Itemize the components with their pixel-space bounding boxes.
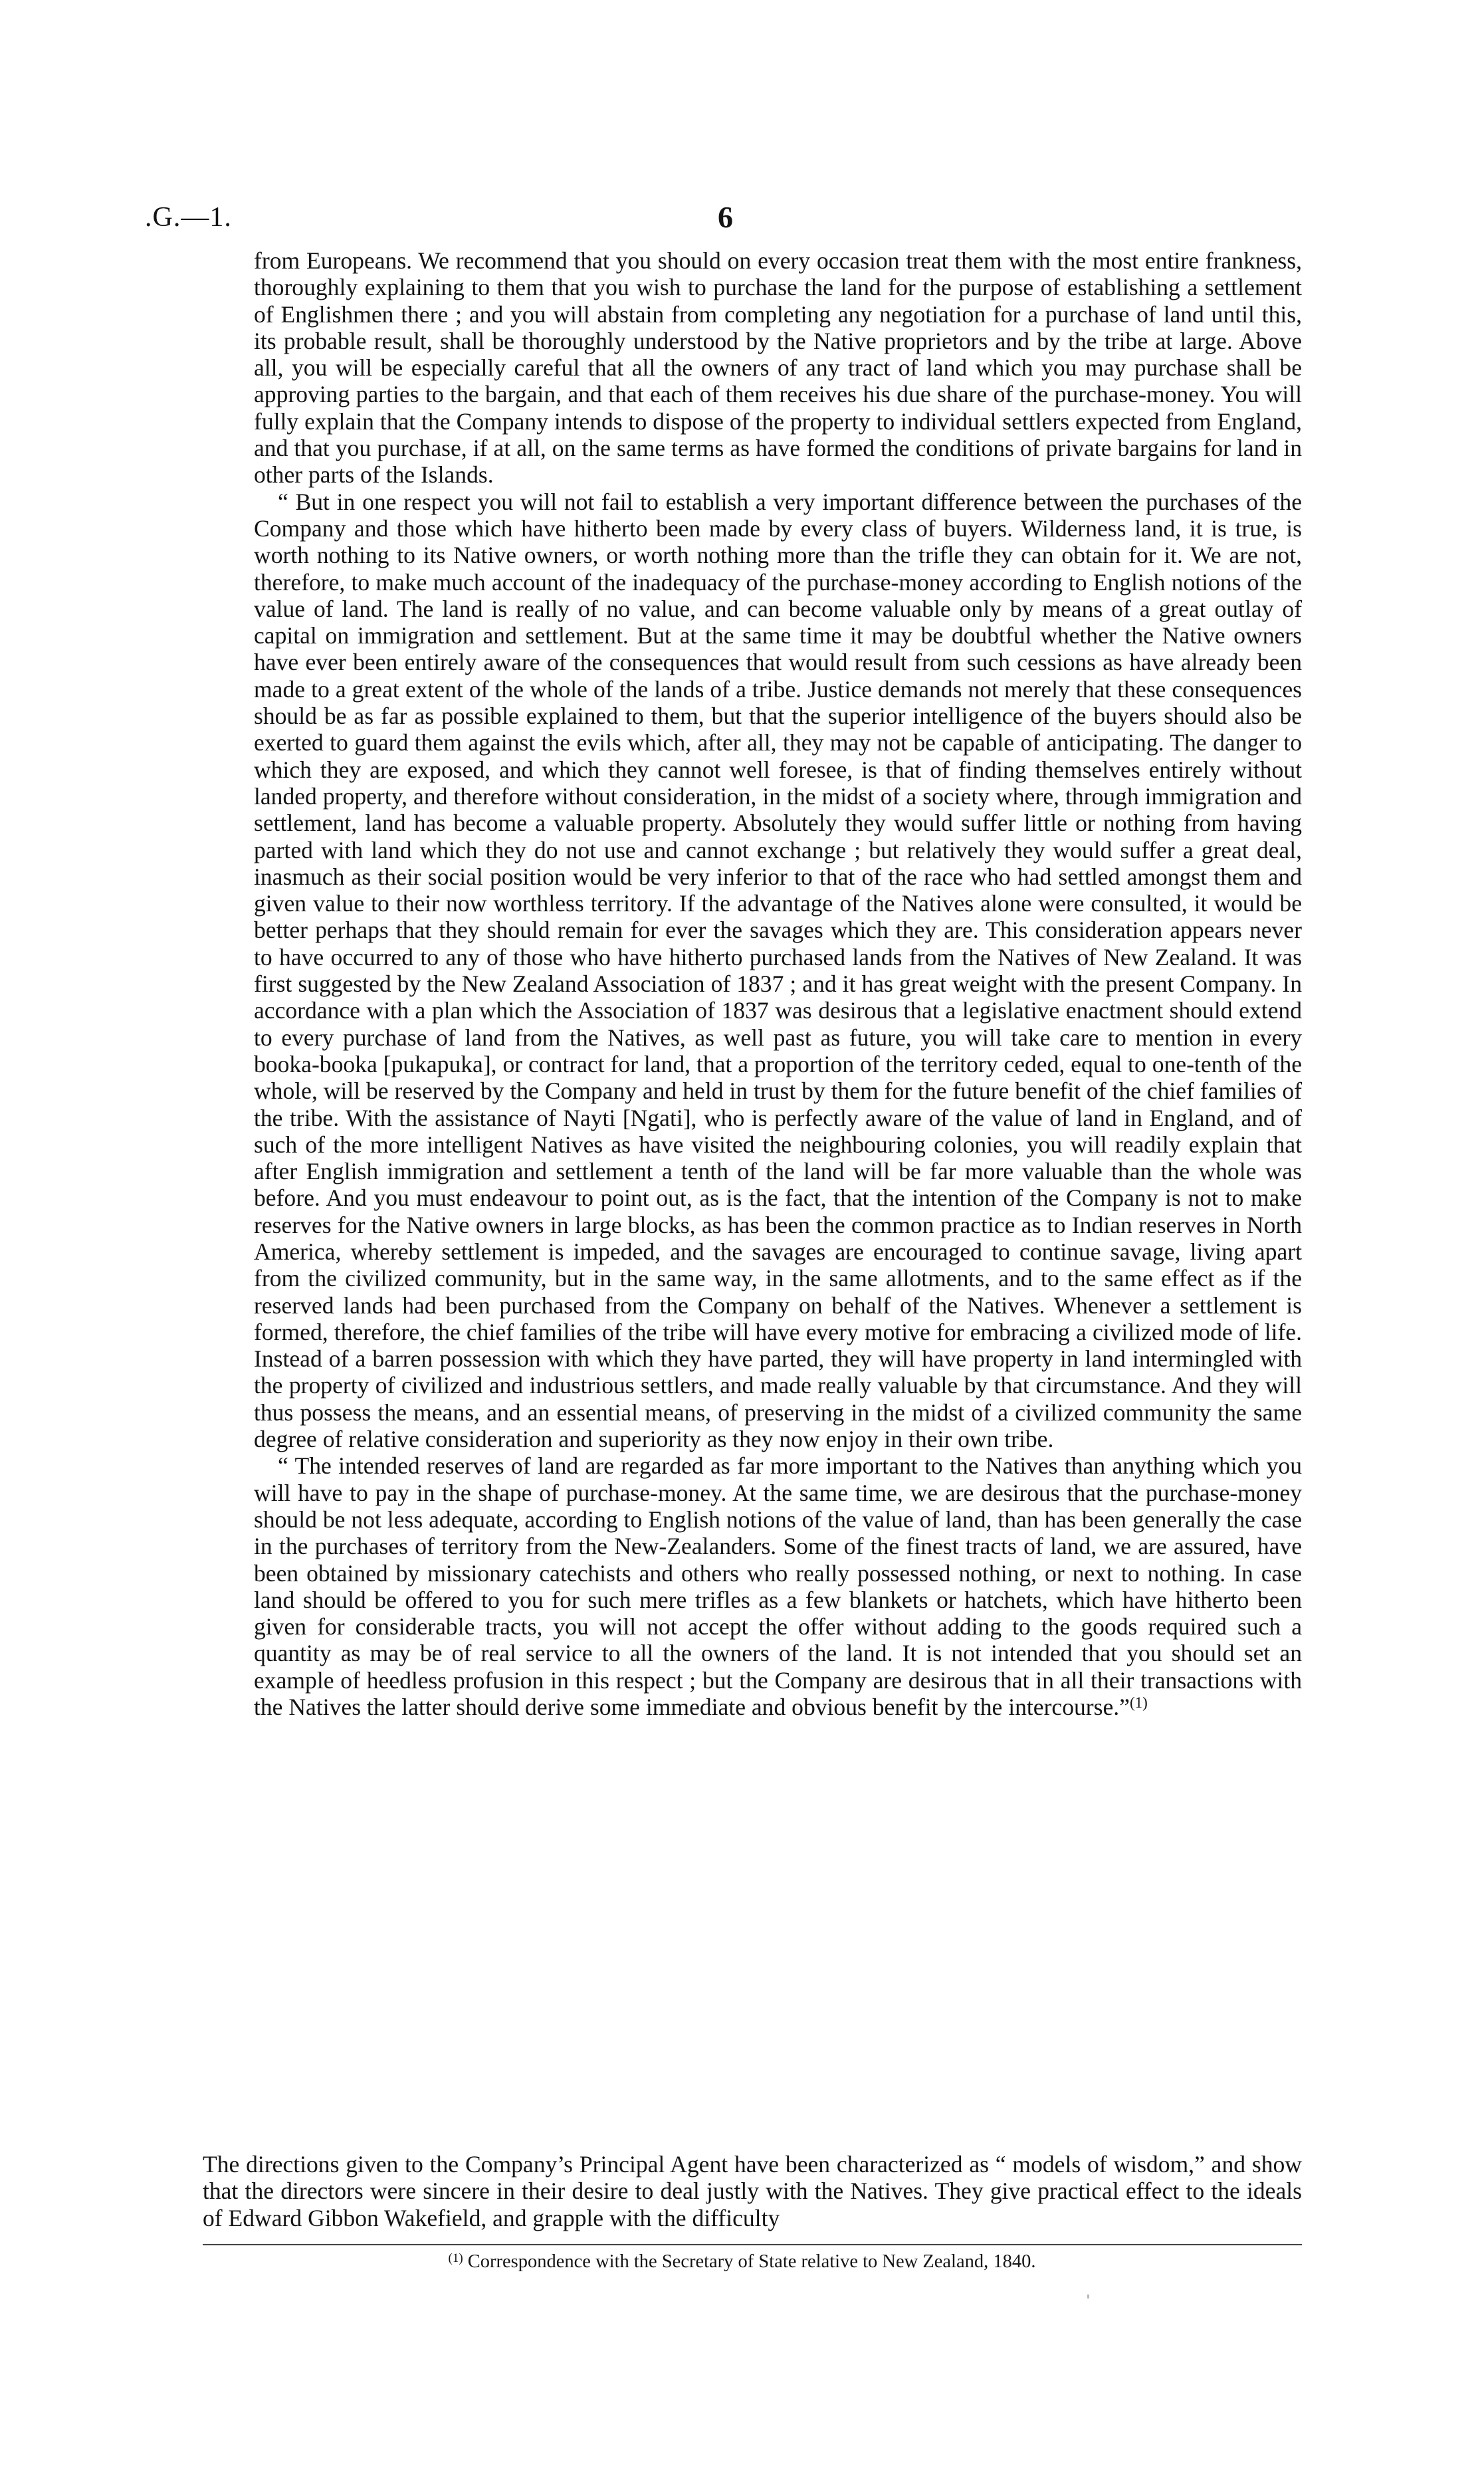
footnote-marker: (1): [448, 2251, 463, 2265]
quote-paragraph-3-text: “ The intended reserves of land are regarded as far more important to the Natives than anything which you will have to pay in the shape of purchase-money. At the same time, we are desirous that the purchase-money should be not less adequate, according to English notions of the value of land, than has been generally the case in the purchases of territory from the New-Zealanders. Some of the finest tracts of land, we are assured, have been obtained by missionary catechists and others who really possessed nothing, or next to nothing. In case land should be offered to you for such mere trifles as a few blankets or hatchets, which have hitherto been given for considerable tracts, you will not accept the offer without adding to the goods required such a quantity as may be of real service to all the owners of the land. It is not intended that you should set an example of heedless profusion in this respect ; but the Company are desirous that in all their transactions with the Natives the latter should derive some immediate and obvious benefit by the intercourse.”: [254, 1452, 1302, 1721]
footnote-text: Correspondence with the Secretary of State relative to New Zealand, 1840.: [467, 2251, 1036, 2272]
quote-paragraph-1: from Europeans. We recommend that you should on every occasion treat them with the most entire frankness, thoroughly explaining to them that you wish to purchase the land for the purpose of establishing a settlement of Englishmen there ; and you will abstain from completing any negotiation for a purchase of land until this, its probable result, shall be thoroughly understood by the Native proprietors and by the tribe at large. Above all, you will be especially careful that all the owners of any tract of land which you may purchase shall be approving parties to the bargain, and that each of them receives his due share of the purchase-money. You will fully explain that the Company intends to dispose of the property to individual settlers expected from England, and that you purchase, if at all, on the same terms as have formed the conditions of private bargains for land in other parts of the Islands.: [254, 247, 1302, 489]
quote-paragraph-3: [254, 1452, 1302, 1720]
closing-paragraph-text: The directions given to the Company’s Principal Agent have been characterized as “ models of wisdom,” and show that the directors were sincere in their desire to deal justly with the Natives. They give practical effect to the ideals of Edward Gibbon Wakefield, and grapple with the difficulty: [203, 2151, 1302, 2231]
footnote-reference: (1): [1129, 1694, 1148, 1712]
footnote-divider: [203, 2244, 1302, 2245]
quoted-instructions: [254, 247, 1302, 1720]
closing-block: [203, 2151, 1302, 2231]
footnote: [0, 2251, 1484, 2273]
document-reference: .G.—1.: [145, 202, 232, 233]
quote-paragraph-2: “ But in one respect you will not fail to establish a very important difference between the purchases of the Company and those which have hitherto been made by every class of buyers. Wilderness land, it is true, is worth nothing to its Native owners, or worth nothing more than the trifle they can obtain for it. We are not, therefore, to make much account of the inadequacy of the purchase-money according to English notions of the value of land. The land is really of no value, and can become valuable only by means of a great outlay of capital on immigration and settlement. But at the same time it may be doubtful whether the Native owners have ever been entirely aware of the consequences that would result from such cessions as have already been made to a great extent of the whole of the lands of a tribe. Justice demands not merely that these consequences should be as far as possible explained to them, but that the superior intelligence of the buyers should also be exerted to guard them against the evils which, after all, they may not be capable of anticipating. The danger to which they are exposed, and which they cannot well foresee, is that of finding themselves entirely without landed property, and therefore without consideration, in the midst of a society where, through immigration and settlement, land has become a valuable property. Absolutely they would suffer little or nothing from having parted with land which they do not use and cannot exchange ; but relatively they would suffer a great deal, inasmuch as their social position would be very inferior to that of the race who had settled amongst them and given value to their now worthless territory. If the advantage of the Natives alone were consulted, it would be better perhaps that they should remain for ever the savages which they are. This consideration appears never to have occurred to any of those who have hitherto purchased lands from the Natives of New Zealand. It was first suggested by the New Zealand Association of 1837 ; and it has great weight with the present Company. In accordance with a plan which the Association of 1837 was desirous that a legislative enactment should extend to every purchase of land from the Natives, as well past as future, you will take care to mention in every booka-booka [pukapuka], or contract for land, that a proportion of the territory ceded, equal to one-tenth of the whole, will be reserved by the Company and held in trust by them for the future benefit of the chief families of the tribe. With the assistance of Nayti [Ngati], who is perfectly aware of the value of land in England, and of such of the more intelligent Natives as have visited the neighbouring colonies, you will readily explain that after English immigration and settlement a tenth of the land will be far more valuable than the whole was before. And you must endeavour to point out, as is the fact, that the intention of the Company is not to make reserves for the Native owners in large blocks, as has been the common practice as to Indian reserves in North America, whereby settlement is impeded, and the savages are encouraged to continue savage, living apart from the civilized community, but in the same way, in the same allotments, and to the same effect as if the reserved lands had been purchased from the Company on behalf of the Natives. Whenever a settlement is formed, therefore, the chief families of the tribe will have every motive for embracing a civilized mode of life. Instead of a barren possession with which they have parted, they will have property in land intermingled with the property of civilized and industrious settlers, and made really valuable by that circumstance. And they will thus possess the means, and an essential means, of preserving in the midst of a civilized community the same degree of relative consideration and superiority as they now enjoy in their own tribe.: [254, 488, 1302, 1453]
scan-speck: [1087, 2295, 1089, 2298]
closing-paragraph: [203, 2151, 1302, 2231]
page-number: 6: [718, 200, 733, 234]
